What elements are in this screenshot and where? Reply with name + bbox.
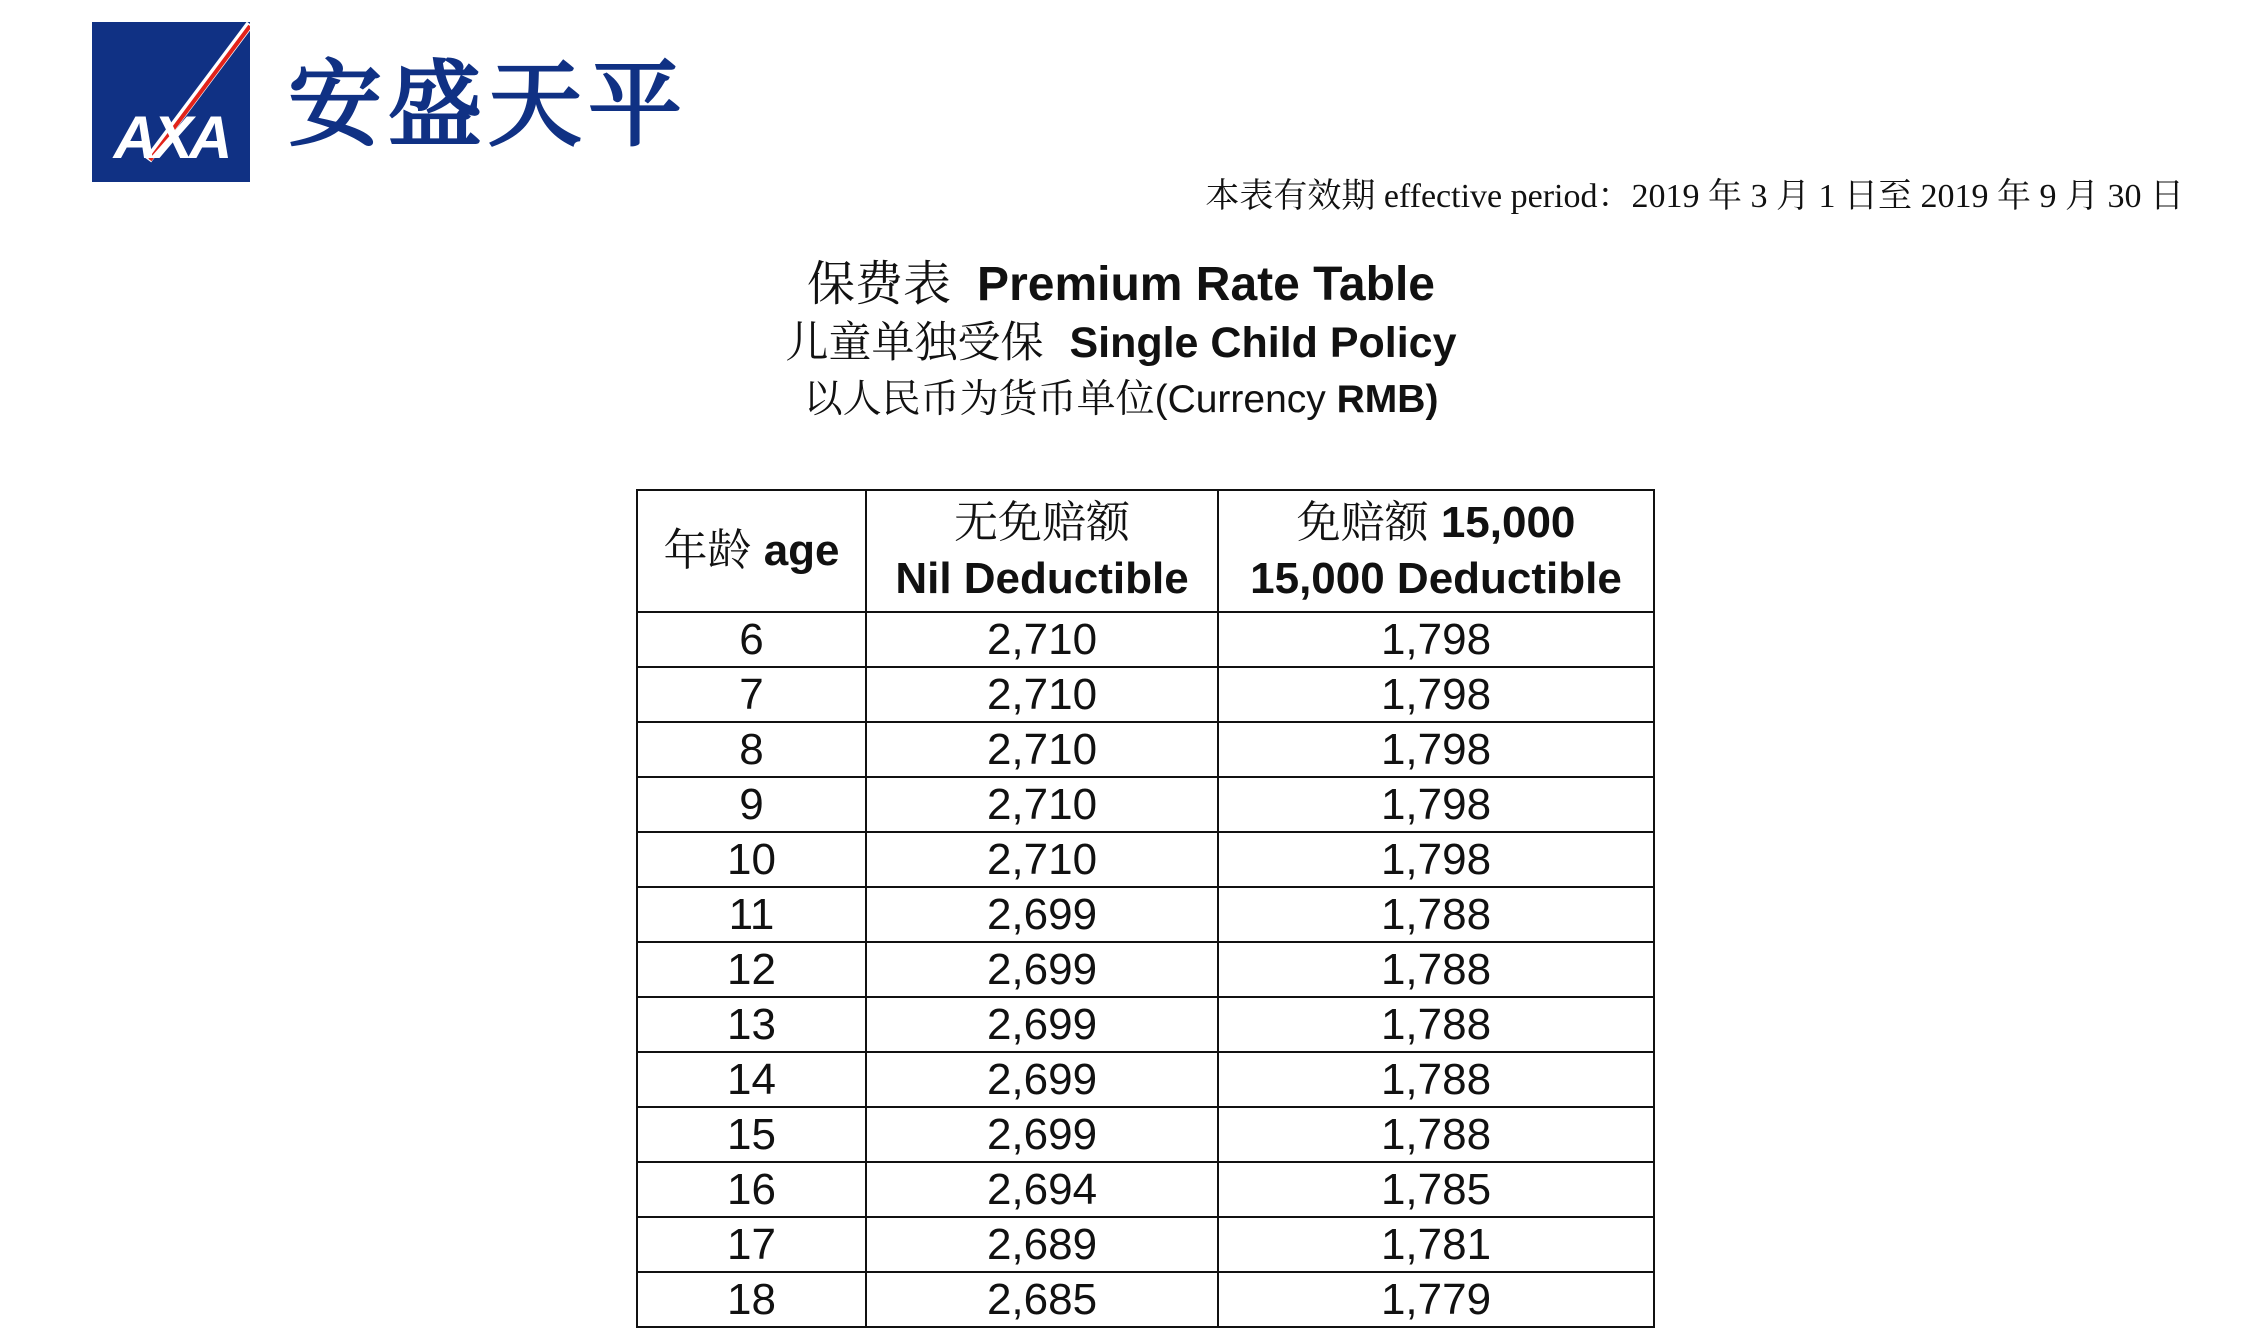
- header-ded-amount: 15,000: [1440, 498, 1576, 547]
- cell-age: 16: [637, 1162, 866, 1217]
- cell-15000-deductible: 1,798: [1218, 832, 1654, 887]
- cell-nil-deductible: 2,699: [866, 1052, 1218, 1107]
- logo-text: AXA: [113, 104, 229, 171]
- cell-nil-deductible: 2,710: [866, 832, 1218, 887]
- header-ded-zh: 免赔额: [1296, 497, 1429, 548]
- cell-age: 9: [637, 777, 866, 832]
- cell-nil-deductible: 2,699: [866, 887, 1218, 942]
- table-header-row: [637, 490, 1654, 612]
- header-nil-en: Nil Deductible: [895, 554, 1189, 603]
- table-row: [637, 942, 1654, 997]
- cell-nil-deductible: 2,699: [866, 997, 1218, 1052]
- page-title-zh: 保费表: [807, 256, 952, 312]
- table-row: [637, 1107, 1654, 1162]
- cell-15000-deductible: 1,798: [1218, 722, 1654, 777]
- table-body: [637, 612, 1654, 1327]
- axa-logo-icon: [92, 22, 250, 182]
- cell-age: 12: [637, 942, 866, 997]
- currency-note: [0, 377, 2242, 434]
- cell-age: 7: [637, 667, 866, 722]
- page-title-en: Premium Rate Table: [977, 258, 1435, 311]
- page-subtitle-zh: 儿童单独受保: [785, 318, 1044, 368]
- cell-nil-deductible: 2,685: [866, 1272, 1218, 1327]
- table-row: [637, 832, 1654, 887]
- table-row: [637, 887, 1654, 942]
- cell-15000-deductible: 1,798: [1218, 667, 1654, 722]
- cell-nil-deductible: 2,689: [866, 1217, 1218, 1272]
- cell-15000-deductible: 1,788: [1218, 1107, 1654, 1162]
- table-row: [637, 1162, 1654, 1217]
- cell-nil-deductible: 2,710: [866, 612, 1218, 667]
- header-age-en: age: [763, 526, 840, 575]
- header-nil-zh: 无免赔额: [954, 497, 1130, 548]
- table-row: [637, 667, 1654, 722]
- currency-note-en: (Currency: [1154, 378, 1337, 421]
- cell-nil-deductible: 2,710: [866, 777, 1218, 832]
- cell-age: 17: [637, 1217, 866, 1272]
- table-row: [637, 1272, 1654, 1327]
- table-row: [637, 997, 1654, 1052]
- cell-age: 13: [637, 997, 866, 1052]
- cell-age: 14: [637, 1052, 866, 1107]
- cell-age: 10: [637, 832, 866, 887]
- cell-age: 18: [637, 1272, 866, 1327]
- cell-15000-deductible: 1,779: [1218, 1272, 1654, 1327]
- cell-nil-deductible: 2,694: [866, 1162, 1218, 1217]
- cell-age: 8: [637, 722, 866, 777]
- header-nil-deductible: [866, 490, 1218, 612]
- currency-note-code: RMB): [1336, 378, 1439, 421]
- cell-age: 15: [637, 1107, 866, 1162]
- cell-15000-deductible: 1,798: [1218, 612, 1654, 667]
- table-row: [637, 612, 1654, 667]
- header-15000-deductible: [1218, 490, 1654, 612]
- table-row: [637, 722, 1654, 777]
- cell-nil-deductible: 2,710: [866, 667, 1218, 722]
- page-subtitle: [0, 318, 2242, 380]
- cell-15000-deductible: 1,788: [1218, 1052, 1654, 1107]
- brand-name: 安盛天平: [288, 51, 689, 160]
- title-block: [0, 256, 2242, 434]
- cell-nil-deductible: 2,699: [866, 942, 1218, 997]
- cell-nil-deductible: 2,710: [866, 722, 1218, 777]
- header-ded-en: 15,000 Deductible: [1250, 554, 1622, 603]
- header-age-zh: 年龄: [663, 525, 752, 576]
- header-age: [637, 490, 866, 612]
- table-row: [637, 1052, 1654, 1107]
- cell-15000-deductible: 1,798: [1218, 777, 1654, 832]
- cell-15000-deductible: 1,781: [1218, 1217, 1654, 1272]
- cell-nil-deductible: 2,699: [866, 1107, 1218, 1162]
- cell-15000-deductible: 1,788: [1218, 887, 1654, 942]
- effective-period: 本表有效期 effective period：2019 年 3 月 1 日至 2019 年 9 月 30 日: [1205, 178, 2184, 215]
- currency-note-zh: 以人民币为货币单位: [803, 377, 1155, 422]
- cell-15000-deductible: 1,785: [1218, 1162, 1654, 1217]
- cell-age: 11: [637, 887, 866, 942]
- cell-age: 6: [637, 612, 866, 667]
- page-subtitle-en: Single Child Policy: [1069, 319, 1457, 367]
- table-row: [637, 1217, 1654, 1272]
- table-row: [637, 777, 1654, 832]
- cell-15000-deductible: 1,788: [1218, 997, 1654, 1052]
- cell-15000-deductible: 1,788: [1218, 942, 1654, 997]
- premium-rate-table: [636, 489, 1655, 1328]
- page-title: [0, 256, 2242, 322]
